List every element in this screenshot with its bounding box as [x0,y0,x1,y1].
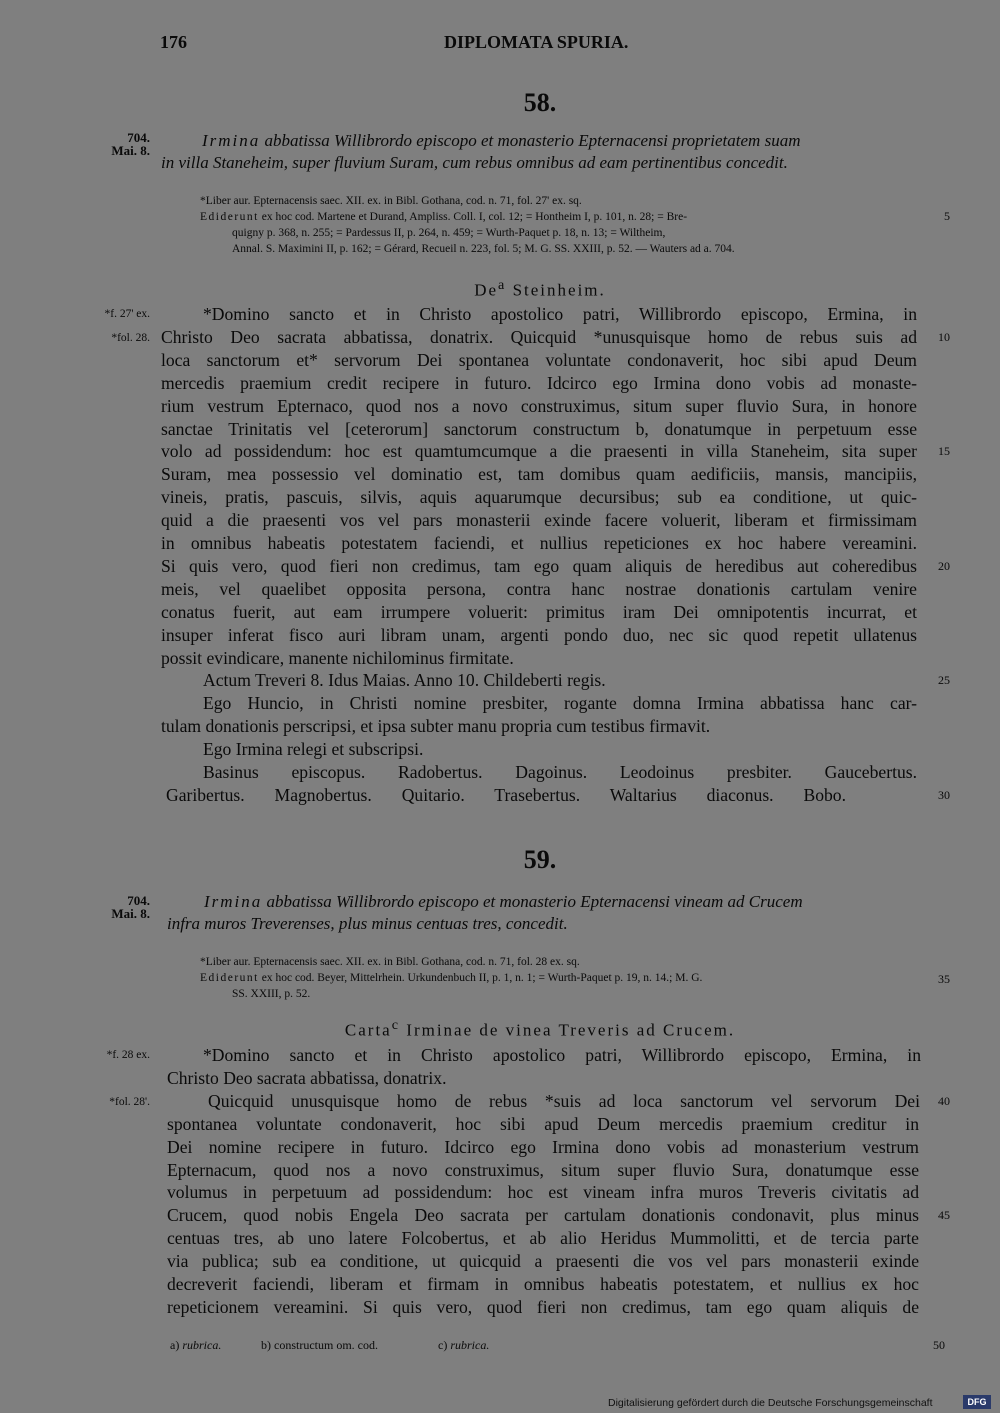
document-title: De$^a$ Steinheim. [474,277,606,300]
line-number: 5 [944,209,950,223]
text-line: volo ad possidendum: hoc est quamtumcumque a die praesenti in villa Staneheim, sita super [161,441,917,462]
source-edition-label: Ediderunt [200,211,259,223]
text-line: Quicquid unusquisque homo de rebus *suis ad loca sanctorum vel servorum Dei [208,1090,920,1111]
text-line: insuper inferat fisco auri libram unam, argenti pondo duo, nec sic quod repetit ullatenus [161,624,917,645]
source-line: quigny p. 368, n. 255; = Pardessus II, p. 264, n. 459; = Wurth-Paquet p. 18, n. 13; = Wiltheim, [232,227,666,239]
source-line: SS. XXIII, p. 52. [232,988,311,1000]
text-line: Garibertus. Magnobertus. Quitario. Trasebertus. Waltarius diaconus. Bobo. [166,784,846,805]
text-line: spontanea voluntate condonaverit, hoc sibi apud Deum mercedis praemium creditur in [167,1113,919,1134]
text-line: quid a die praesenti vos vel pars monasterii exinde facere voluerit, liberam et firmissimam [161,510,917,531]
text-line: in omnibus habeatis potestatem faciendi, et nullius repeticiones ex hoc habere vereamini. [161,533,917,553]
text-line: Actum Treveri 8. Idus Maias. Anno 10. Childeberti regis. [203,670,606,691]
page-number: 176 [160,32,187,52]
document-title: Carta$^c$ Irminae de vinea Treveris ad Crucem. [344,1017,736,1040]
line-number: 35 [938,972,950,986]
document-date-day: Mai. 8. [111,906,150,921]
footnote-text: rubrica. [450,1338,490,1352]
text-line: *Domino sancto et in Christo apostolico patri, Willibrordo episcopo, Ermina, in [203,304,917,324]
text-line: repeticionem vereamini. Si quis vero, quod fieri non credimus, tam ego quam aliquis de [167,1296,919,1317]
text-line: Basinus episcopus. Radobertus. Dagoinus. Leodoinus presbiter. Gaucebertus. [203,762,917,782]
source-edition-label: Ediderunt [200,972,259,984]
margin-note: *fol. 28. [111,332,150,344]
document-date-year: 704. [127,130,150,145]
source-text: ex hoc cod. Martene et Durand, Ampliss. Coll. I, col. 12; = Hontheim I, p. 101, n. 28; = Bre- [258,211,688,223]
regest-line: in villa Staneheim, super fluvium Suram, cum rebus omnibus ad eam pertinentibus concedit. [161,153,788,172]
text-line: mercedis praemium credit recipere in futuro. Idcirco ego Irmina dono vobis ad monaste- [161,372,917,393]
margin-note: *f. 28 ex. [106,1049,150,1061]
text-line: Christo Deo sacrata abbatissa, donatrix. Quicquid *unusquisque homo de rebus suis ad [161,326,917,347]
text-line: possit evindicare, manente nichilominus firmitate. [161,647,514,668]
source-text: ex hoc cod. Beyer, Mittelrhein. Urkundenbuch II, p. 1, n. 1; = Wurth-Paquet p. 19, n. 14.; M. G. [258,972,703,984]
regest-name: Irmina [202,131,261,150]
source-line: *Liber aur. Epternacensis saec. XII. ex. in Bibl. Gothana, cod. n. 71, fol. 28 ex. sq. [200,956,580,968]
text-line: Epternacum, quod nos a novo construximus, situm super fluvio Sura, donatumque esse [167,1159,919,1180]
footnote-a [170,1338,221,1353]
text-line: tulam donationis perscripsi, et ipsa subter manu propria cum testibus firmavit. [161,716,711,737]
footnote-text: rubrica. [182,1338,222,1352]
running-title: DIPLOMATA SPURIA. [444,32,629,52]
footnote-mark: b) [261,1338,271,1352]
text-line: Ego Huncio, in Christi nomine presbiter, rogante domna Irmina abbatissa hanc car- [203,693,917,714]
source-line: *Liber aur. Epternacensis saec. XII. ex. in Bibl. Gothana, cod. n. 71, fol. 27' ex. sq. [200,195,582,207]
document-date-day: Mai. 8. [111,143,150,158]
line-number: 10 [938,329,950,344]
text-line: loca sanctorum et* servorum Dei spontanea voluntate condonaverit, hoc sibi apud Deum [161,349,917,370]
margin-note: *f. 27' ex. [104,308,150,320]
line-number: 25 [938,673,950,688]
text-line: volumus in perpetuum ad possidendum: hoc est vineam infra muros Treveris civitatis ad [167,1182,919,1203]
text-line: decreverit faciendi, liberam et firmam in omnibus habeatis potestatem, et nullius ex hoc [167,1274,919,1294]
dfg-logo: DFG [963,1395,991,1409]
line-number: 30 [938,787,950,802]
document-number: 59. [523,845,557,874]
text-line: Si quis vero, quod fieri non credimus, tam ego quam aliquis de heredibus aut coheredibus [161,555,917,576]
document-number: 58. [523,88,557,117]
line-number: 50 [933,1338,945,1352]
text-line: Dei nomine recipere in futuro. Idcirco ego Irmina dono vobis ad monasterium vestrum [167,1136,919,1157]
footnote-mark: a) [170,1338,180,1352]
source-line: Annal. S. Maximini II, p. 162; = Gérard, Recueil n. 223, fol. 5; M. G. SS. XXIII, p. 52. — Wauters ad a. 704. [232,243,735,255]
text-line: Crucem, quod nobis Engela Deo sacrata per cartulam donationis condonavit, plus minus [167,1205,919,1226]
text-line: vineis, pratis, pascuis, silvis, aquis aquarumque decursibus; sub ea conditione, ut quic- [161,487,917,508]
text-line: *Domino sancto et in Christo apostolico patri, Willibrordo episcopo, Ermina, in [203,1045,921,1065]
footnote-b [261,1338,378,1353]
line-number: 45 [938,1208,950,1223]
line-number: 15 [938,444,950,459]
margin-note: *fol. 28'. [109,1096,150,1108]
regest-text: abbatissa Willibrordo episcopo et monasterio Epternacensi vineam ad Crucem [262,892,803,911]
text-line: via publica; sub ea conditione, ut quicquid a praesenti die vos vel pars monasterii exinde [167,1251,919,1272]
text-line: conatus fuerit, aut eam irrumpere voluerit: primitus iram Dei omnipotentis incurrat, et [161,601,917,622]
line-number: 20 [938,558,950,573]
text-line: Suram, mea possessio vel dominatio est, tam domibus quam aedificiis, mansis, mancipiis, [161,464,917,485]
regest-name: Irmina [204,892,263,911]
regest-line: infra muros Treverenses, plus minus centuas tres, concedit. [167,914,568,933]
text-line: meis, vel quaelibet opposita persona, contra hanc nostrae donationis cartulam venire [161,578,917,599]
text-line: rium vestrum Epternaco, quod nos a novo construximus, situm super fluvio Sura, in honore [161,395,917,416]
text-line: centuas tres, ab uno latere Folcobertus, et ab alio Heridus Mummolitti, et de tercia parte [167,1228,919,1249]
text-line: Christo Deo sacrata abbatissa, donatrix. [167,1067,447,1088]
source-line [200,970,702,986]
regest-text: abbatissa Willibrordo episcopo et monasterio Epternacensi proprietatem suam [260,131,801,150]
footnote-c [438,1338,489,1353]
footnote-mark: c) [438,1338,448,1352]
document-date-year: 704. [127,893,150,908]
footer-credit: Digitalisierung gefördert durch die Deutsche Forschungsgemeinschaft [608,1397,933,1409]
regest-line [202,130,800,152]
text-line: Ego Irmina relegi et subscripsi. [203,739,424,760]
source-line [200,209,687,225]
regest-line [204,891,803,913]
line-number: 40 [938,1093,950,1108]
text-line: sanctae Trinitatis vel [ceterorum] sanctorum constructum b, donatumque in perpetuum esse [161,418,917,439]
footnote-text: constructum om. cod. [274,1338,378,1352]
